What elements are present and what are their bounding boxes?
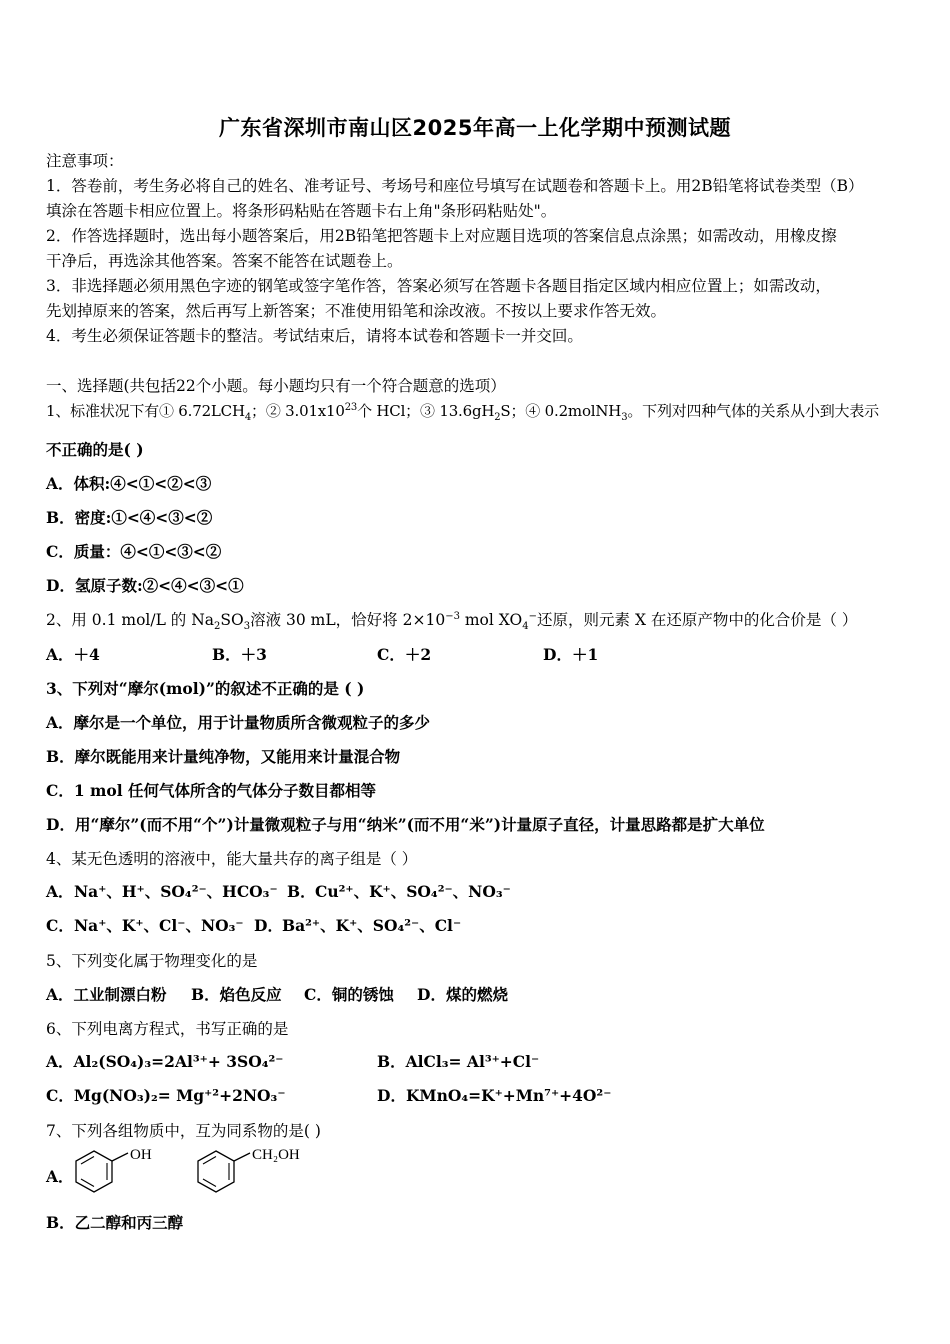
notice-line-7: 4．考生必须保证答题卡的整洁。考试结束后，请将本试卷和答题卡一并交回。 xyxy=(46,327,583,345)
q3-option-a: A．摩尔是一个单位，用于计量物质所含微观粒子的多少 xyxy=(46,713,431,732)
q2-option-a: A．＋4 xyxy=(46,645,100,664)
q7-option-a-label: A． xyxy=(46,1167,74,1186)
q5-stem: 5、下列变化属于物理变化的是 xyxy=(46,952,258,970)
q5-option-b: B．焰色反应 xyxy=(191,985,282,1004)
q4-option-a: Na⁺、H⁺、SO₄²⁻、HCO₃⁻ xyxy=(74,882,278,901)
q2-option-b: B．＋3 xyxy=(212,645,267,664)
q6-stem: 6、下列电离方程式，书写正确的是 xyxy=(46,1020,289,1038)
q6-option-d: D．KMnO₄=K⁺+Mn⁷⁺+4O²⁻ xyxy=(377,1086,612,1105)
page-title: 广东省深圳市南山区2025年高一上化学期中预测试题 xyxy=(219,116,731,140)
q4-option-c: Na⁺、K⁺、Cl⁻、NO₃⁻ xyxy=(74,916,244,935)
q3-option-b: B．摩尔既能用来计量纯净物，又能用来计量混合物 xyxy=(46,747,401,766)
q1-option-c: C．质量：④<①<③<② xyxy=(46,542,222,561)
q2-option-c: C．＋2 xyxy=(377,645,432,664)
phenol-oh-label: OH xyxy=(130,1148,152,1163)
notice-line-4: 干净后，再选涂其他答案。答案不能答在试题卷上。 xyxy=(46,252,403,270)
phenol-structure xyxy=(72,1148,167,1196)
q5-option-c: C．铜的锈蚀 xyxy=(304,985,394,1004)
notice-line-5: 3．非选择题必须用黑色字迹的钢笔或签字笔作答，答案必须写在答题卡各题目指定区域内相应位置上；如需改动， xyxy=(46,277,831,295)
q4-option-a-label: A． xyxy=(46,882,74,901)
section-heading: 一、选择题(共包括22个小题。每小题均只有一个符合题意的选项） xyxy=(46,377,506,395)
q2-stem: 2、用 0.1 mol/L 的 $Na_2SO_3$溶液 30 mL，恰好将 $2\times 10^{-3}$ mol $XO_4^-$还原，则元素 X 在还原产物中的化合价是（ ） xyxy=(46,610,858,633)
q4-option-d: Ba²⁺、K⁺、SO₄²⁻、Cl⁻ xyxy=(282,916,462,935)
benzyl-alcohol-structure xyxy=(194,1148,324,1196)
q6-option-b: B．AlCl₃= Al³⁺+Cl⁻ xyxy=(377,1052,540,1071)
q3-option-d: D．用“摩尔”(而不用“个”)计量微观粒子与用“纳米”(而不用“米”)计量原子直径，计量思路都是扩大单位 xyxy=(46,815,765,834)
q3-option-c: C．1 mol 任何气体所含的气体分子数目都相等 xyxy=(46,781,377,800)
notice-heading: 注意事项： xyxy=(46,152,124,170)
q5-option-a: A．工业制漂白粉 xyxy=(46,985,167,1004)
q4-option-c-label: C． xyxy=(46,916,74,935)
notice-line-2: 填涂在答题卡相应位置上。将条形码粘贴在答题卡右上角"条形码粘贴处"。 xyxy=(46,202,557,220)
q3-stem: 3、下列对“摩尔(mol)”的叙述不正确的是 ( ) xyxy=(46,679,365,698)
q6-option-c: C．Mg(NO₃)₂= Mg⁺²+2NO₃⁻ xyxy=(46,1086,286,1105)
notice-line-1: 1．答卷前，考生务必将自己的姓名、准考证号、考场号和座位号填写在试题卷和答题卡上。用2B铅笔将试卷类型（B） xyxy=(46,177,864,195)
q4-option-b: Cu²⁺、K⁺、SO₄²⁻、NO₃⁻ xyxy=(315,882,511,901)
q7-stem: 7、下列各组物质中，互为同系物的是( ) xyxy=(46,1122,321,1140)
q1-option-a: A．体积:④<①<②<③ xyxy=(46,474,212,493)
q5-option-d: D．煤的燃烧 xyxy=(417,985,508,1004)
benzyl-ch2oh-label: CH₂OH xyxy=(252,1148,300,1163)
q4-stem: 4、某无色透明的溶液中，能大量共存的离子组是（ ） xyxy=(46,850,418,868)
q7-option-b: B．乙二醇和丙三醇 xyxy=(46,1213,184,1232)
q1-option-d: D．氢原子数:②<④<③<① xyxy=(46,576,244,595)
q1-stem: 1、标准状况下有① $6.72LCH_4$；② $3.01x10^{23}$个 HCl；③ $13.6gH_2S$；④ 0.2molNH$_3$。下列对四种气体的关系从小到大表示 xyxy=(46,402,879,423)
q1-option-b: B．密度:①<④<③<② xyxy=(46,508,213,527)
q4-option-d-label: D． xyxy=(254,916,283,935)
notice-line-3: 2．作答选择题时，选出每小题答案后，用2B铅笔把答题卡上对应题目选项的答案信息点涂黑；如需改动，用橡皮擦 xyxy=(46,227,837,245)
q6-option-a: A．Al₂(SO₄)₃=2Al³⁺+ 3SO₄²⁻ xyxy=(46,1052,284,1071)
q4-option-b-label: B． xyxy=(287,882,316,901)
q1-stem-line2: 不正确的是( ) xyxy=(46,440,144,459)
q2-option-d: D．＋1 xyxy=(543,645,599,664)
notice-line-6: 先划掉原来的答案，然后再写上新答案；不准使用铅笔和涂改液。不按以上要求作答无效。 xyxy=(46,302,667,320)
